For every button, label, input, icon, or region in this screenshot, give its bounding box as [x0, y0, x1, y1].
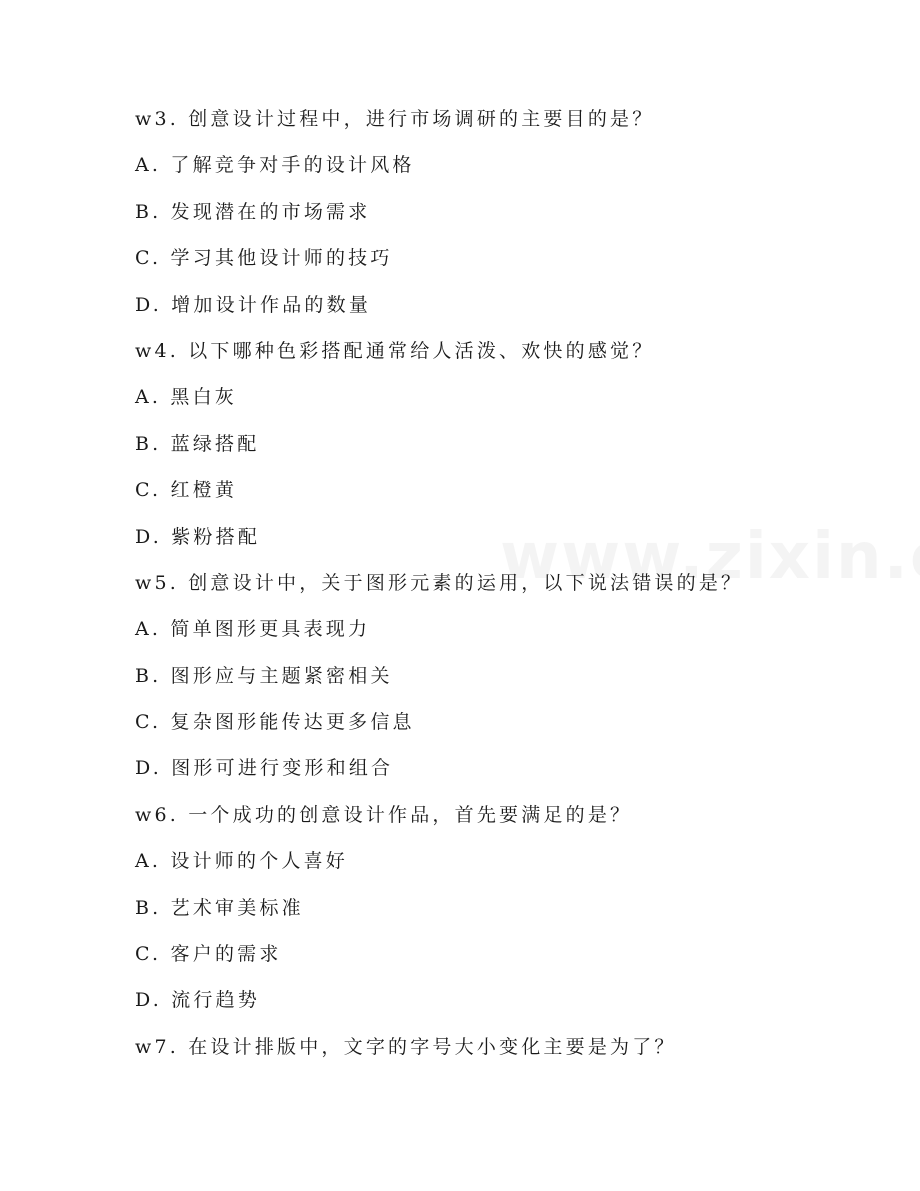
question-list — [135, 104, 875, 1078]
question-option: A. 设计师的个人喜好 — [135, 850, 349, 873]
question-option: C. 学习其他设计师的技巧 — [135, 247, 393, 270]
question-option: A. 简单图形更具表现力 — [135, 618, 371, 641]
question-option: B. 蓝绿搭配 — [135, 432, 260, 455]
question-stem: w3. 创意设计过程中，进行市场调研的主要目的是？ — [135, 108, 655, 130]
question-stem: w5. 创意设计中，关于图形元素的运用，以下说法错误的是？ — [135, 571, 744, 594]
question-option: A. 了解竞争对手的设计风格 — [135, 154, 415, 177]
question-option: A. 黑白灰 — [135, 386, 238, 409]
question-option: C. 客户的需求 — [135, 943, 282, 966]
question-option: B. 发现潜在的市场需求 — [135, 200, 371, 223]
question-option: D. 紫粉搭配 — [135, 525, 261, 548]
question-option: D. 图形可进行变形和组合 — [135, 757, 394, 780]
question-stem: w4. 以下哪种色彩搭配通常给人活泼、欢快的感觉？ — [135, 339, 655, 362]
question-option: D. 流行趋势 — [135, 989, 261, 1012]
question-option: B. 图形应与主题紧密相关 — [135, 664, 393, 687]
question-stem: w6. 一个成功的创意设计作品，首先要满足的是？ — [135, 803, 633, 826]
question-option: D. 增加设计作品的数量 — [135, 293, 372, 316]
question-option: C. 红橙黄 — [135, 479, 238, 502]
question-option: C. 复杂图形能传达更多信息 — [135, 711, 415, 734]
question-stem: w7. 在设计排版中，文字的字号大小变化主要是为了？ — [135, 1035, 677, 1058]
question-option: B. 艺术审美标准 — [135, 896, 304, 919]
